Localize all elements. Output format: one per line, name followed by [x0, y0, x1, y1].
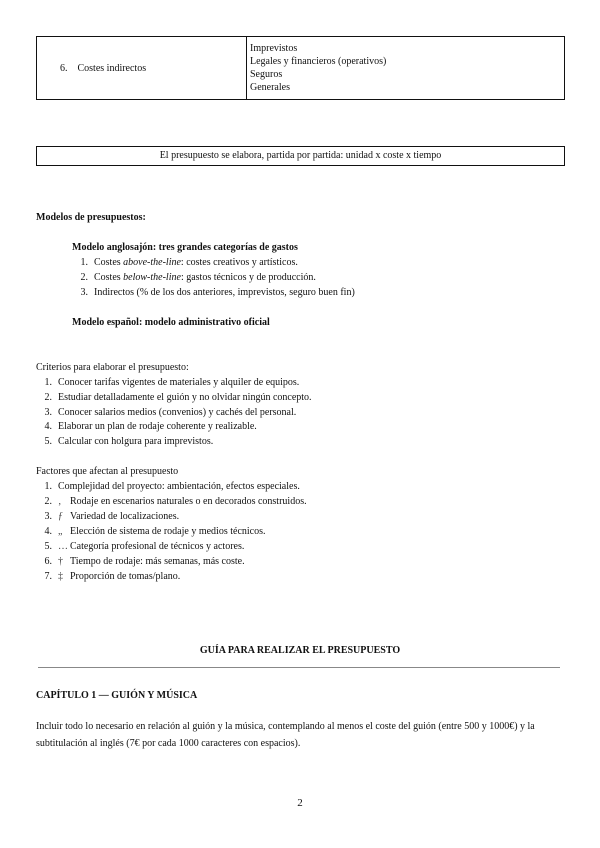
list-item-number: 2. — [44, 392, 52, 403]
table-right-cell — [250, 42, 386, 94]
list-item-text: Calcular con holgura para imprevistos. — [58, 436, 214, 447]
list-item-glyph: … — [58, 541, 68, 552]
list-item — [36, 481, 300, 492]
list-item — [36, 496, 307, 507]
list-item-glyph: ‚ — [58, 496, 62, 507]
list-item-emphasis: below-the-line — [123, 272, 181, 283]
list-item-number: 3. — [44, 407, 52, 418]
list-item-number: 3. — [80, 287, 88, 298]
list-item-text: Proporción de tomas/plano. — [70, 571, 181, 582]
list-item-number: 5. — [44, 541, 52, 552]
list-item — [72, 257, 298, 268]
table-right-item: Legales y financieros (operativos) — [250, 56, 387, 67]
page-number: 2 — [297, 797, 303, 809]
table-left-text: Costes indirectos — [77, 63, 147, 74]
list-item-number: 6. — [44, 556, 52, 567]
list-item-text: : costes creativos y artísticos. — [180, 257, 298, 268]
list-item-number: 2. — [44, 496, 52, 507]
factores-heading: Factores que afectan al presupuesto — [36, 466, 179, 477]
capitulo-paragraph: Incluir todo lo necesario en relación al guión y la música, contemplando al menos el coste del guión (entre 500 y 1000€) y la subtitulación al inglés (7€ por cada 1000 caracteres con espacios). — [36, 721, 535, 749]
list-item — [36, 511, 179, 522]
list-item-number: 1. — [44, 481, 52, 492]
horizontal-rule — [38, 667, 560, 668]
list-item-text: Elaborar un plan de rodaje coherente y realizable. — [58, 421, 257, 432]
list-item-text: Estudiar detalladamente el guión y no olvidar ningún concepto. — [58, 392, 312, 403]
table-right-item: Seguros — [250, 69, 283, 80]
modelos-heading: Modelos de presupuestos: — [36, 212, 146, 223]
list-item-emphasis: above-the-line — [123, 257, 181, 268]
capitulo-title: CAPÍTULO 1 — GUIÓN Y MÚSICA — [36, 690, 198, 701]
list-item-number: 1. — [80, 257, 88, 268]
list-item — [36, 571, 180, 582]
list-item-text: Conocer salarios medios (convenios) y cachés del personal. — [58, 407, 297, 418]
list-item — [36, 436, 213, 447]
list-item-number: 4. — [44, 421, 52, 432]
list-item-number: 1. — [44, 377, 52, 388]
criterios-heading: Criterios para elaborar el presupuesto: — [36, 362, 189, 373]
guia-title: GUÍA PARA REALIZAR EL PRESUPUESTO — [199, 645, 401, 656]
list-item — [36, 407, 296, 418]
formula-box: El presupuesto se elabora, partida por partida: unidad x coste x tiempo — [36, 146, 565, 166]
list-item-number: 2. — [80, 272, 88, 283]
list-item-text: Costes — [94, 272, 124, 283]
espanol-heading: Modelo español: modelo administrativo oficial — [72, 317, 270, 328]
list-item-glyph: ‡ — [58, 571, 63, 582]
list-item — [36, 526, 266, 537]
anglo-heading: Modelo anglosajón: tres grandes categorías de gastos — [72, 242, 298, 253]
list-item-glyph: „ — [58, 526, 63, 537]
list-item-text: Rodaje en escenarios naturales o en decorados construidos. — [70, 496, 307, 507]
list-item-glyph: † — [58, 556, 63, 567]
list-item — [36, 377, 299, 388]
list-item-text: Variedad de localizaciones. — [70, 511, 180, 522]
table-divider — [246, 37, 247, 99]
list-item-text: Categoría profesional de técnicos y actores. — [70, 541, 245, 552]
list-item-text: Conocer tarifas vigentes de materiales y alquiler de equipos. — [58, 377, 300, 388]
list-item — [36, 556, 245, 567]
list-item — [36, 421, 257, 432]
list-item-text: Complejidad del proyecto: ambientación, efectos especiales. — [58, 481, 300, 492]
table-left-cell — [60, 63, 146, 74]
cost-table — [36, 36, 565, 100]
list-item-number: 4. — [44, 526, 52, 537]
table-right-item: Imprevistos — [250, 43, 298, 54]
list-item-number: 3. — [44, 511, 52, 522]
list-item — [72, 272, 316, 283]
list-item — [72, 287, 355, 298]
list-item-text: Elección de sistema de rodaje y medios técnicos. — [70, 526, 266, 537]
list-item-text: Tiempo de rodaje: más semanas, más coste. — [70, 556, 245, 567]
list-item — [36, 541, 244, 552]
list-item-glyph: ƒ — [58, 511, 63, 522]
list-item — [36, 392, 312, 403]
list-item-text: : gastos técnicos y de producción. — [180, 272, 316, 283]
list-item-number: 5. — [44, 436, 52, 447]
list-item-text: Indirectos (% de los dos anteriores, imprevistos, seguro buen fin) — [94, 287, 355, 298]
table-right-item: Generales — [250, 82, 290, 93]
list-item-text: Costes — [94, 257, 124, 268]
list-item-number: 7. — [44, 571, 52, 582]
table-left-number: 6. — [60, 63, 68, 74]
